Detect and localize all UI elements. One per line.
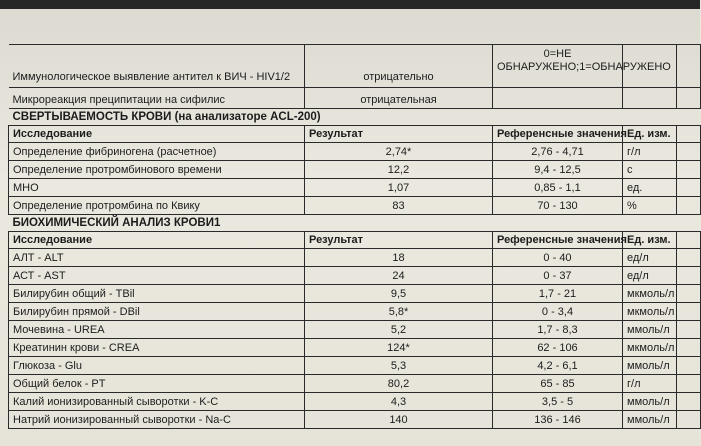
reference-range: 70 - 130 <box>493 197 623 215</box>
test-result: 83 <box>305 197 493 215</box>
reference-range: 65 - 85 <box>493 375 623 393</box>
unit: мкмоль/л <box>623 285 677 303</box>
unit: ммоль/л <box>623 393 677 411</box>
unit: мкмоль/л <box>623 303 677 321</box>
column-header-unit: Ед. изм. <box>623 126 677 143</box>
reference-range: 136 - 146 <box>493 411 623 429</box>
reference-range: 3,5 - 5 <box>493 393 623 411</box>
test-name: Определение протромбинового времени <box>9 161 305 179</box>
table-row <box>9 339 701 357</box>
column-header-reference: Референсные значения <box>493 126 623 143</box>
unit: % <box>623 197 677 215</box>
table-row <box>9 179 701 197</box>
test-name: Определение фибриногена (расчетное) <box>9 143 305 161</box>
test-result: 4,3 <box>305 393 493 411</box>
blank-cell <box>677 411 701 429</box>
blank-cell <box>677 197 701 215</box>
blank-cell <box>677 267 701 285</box>
unit: ед/л <box>623 249 677 267</box>
unit: ммоль/л <box>623 321 677 339</box>
unit: ед/л <box>623 267 677 285</box>
reference-range: 0,85 - 1,1 <box>493 179 623 197</box>
blank-cell <box>677 321 701 339</box>
reference-range: 0=НЕ ОБНАРУЖЕНО;1=ОБНАРУЖЕНО <box>493 45 623 88</box>
reference-range: 0 - 40 <box>493 249 623 267</box>
blank-cell <box>677 339 701 357</box>
unit: с <box>623 161 677 179</box>
test-result: 124* <box>305 339 493 357</box>
column-header-test: Исследование <box>9 232 305 249</box>
blank-cell <box>677 88 701 109</box>
top-dark-edge <box>0 0 700 9</box>
test-result: 18 <box>305 249 493 267</box>
test-name: Калий ионизированный сыворотки - K-C <box>9 393 305 411</box>
test-result: 12,2 <box>305 161 493 179</box>
test-result: 5,2 <box>305 321 493 339</box>
table-row <box>9 393 701 411</box>
reference-range: 62 - 106 <box>493 339 623 357</box>
test-result: 140 <box>305 411 493 429</box>
hiv-row <box>9 45 701 88</box>
unit: ед. <box>623 179 677 197</box>
blank-cell <box>677 126 701 143</box>
blank-cell <box>677 232 701 249</box>
test-name: Натрий ионизированный сыворотки - Na-C <box>9 411 305 429</box>
syphilis-row <box>9 88 701 109</box>
table-row <box>9 321 701 339</box>
unit: ммоль/л <box>623 411 677 429</box>
test-result: 80,2 <box>305 375 493 393</box>
column-header-reference: Референсные значения <box>493 232 623 249</box>
test-name: АСТ - AST <box>9 267 305 285</box>
unit: г/л <box>623 143 677 161</box>
test-result: отрицательно <box>305 45 493 88</box>
blank-cell <box>677 393 701 411</box>
biochemistry-header-row <box>9 232 701 249</box>
test-result: отрицательная <box>305 88 493 109</box>
test-name: Креатинин крови - CREA <box>9 339 305 357</box>
unit: ммоль/л <box>623 357 677 375</box>
column-header-test: Исследование <box>9 126 305 143</box>
blank-cell <box>677 45 701 88</box>
coagulation-section-title-row <box>9 109 701 126</box>
blank-cell <box>677 357 701 375</box>
table-row <box>9 357 701 375</box>
table-row <box>9 303 701 321</box>
blank-cell <box>677 285 701 303</box>
table-row <box>9 267 701 285</box>
unit: мкмоль/л <box>623 339 677 357</box>
blank-cell <box>677 161 701 179</box>
column-header-result: Результат <box>305 126 493 143</box>
test-name: Билирубин общий - TBil <box>9 285 305 303</box>
test-name: Глюкоза - Glu <box>9 357 305 375</box>
table-row <box>9 143 701 161</box>
test-name: Билирубин прямой - DBil <box>9 303 305 321</box>
blank-cell <box>677 249 701 267</box>
reference-range: 2,76 - 4,71 <box>493 143 623 161</box>
test-name: АЛТ - ALT <box>9 249 305 267</box>
table-row <box>9 249 701 267</box>
section-title: СВЕРТЫВАЕМОСТЬ КРОВИ (на анализаторе ACL-200) <box>9 109 701 126</box>
test-name: Мочевина - UREA <box>9 321 305 339</box>
reference-range: 1,7 - 8,3 <box>493 321 623 339</box>
test-result: 5,3 <box>305 357 493 375</box>
reference-range: 0 - 3,4 <box>493 303 623 321</box>
lab-results-table <box>8 44 701 429</box>
table-row <box>9 285 701 303</box>
column-header-unit: Ед. изм. <box>623 232 677 249</box>
section-title: БИОХИМИЧЕСКИЙ АНАЛИЗ КРОВИ1 <box>9 215 701 232</box>
test-name: Иммунологическое выявление антител к ВИЧ - HIV1/2 <box>9 45 305 88</box>
blank-cell <box>677 143 701 161</box>
unit-cell <box>623 88 677 109</box>
coagulation-header-row <box>9 126 701 143</box>
reference-range: 4,2 - 6,1 <box>493 357 623 375</box>
test-result: 9,5 <box>305 285 493 303</box>
table-row <box>9 411 701 429</box>
table-row <box>9 161 701 179</box>
reference-range: 0 - 37 <box>493 267 623 285</box>
biochemistry-section-title-row <box>9 215 701 232</box>
blank-cell <box>677 303 701 321</box>
column-header-result: Результат <box>305 232 493 249</box>
test-name: Общий белок - PT <box>9 375 305 393</box>
table-row <box>9 197 701 215</box>
reference-range: 1,7 - 21 <box>493 285 623 303</box>
lab-report-sheet <box>8 44 700 429</box>
test-result: 2,74* <box>305 143 493 161</box>
test-result: 5,8* <box>305 303 493 321</box>
test-name: Определение протромбина по Квику <box>9 197 305 215</box>
test-name: Микрореакция преципитации на сифилис <box>9 88 305 109</box>
blank-cell <box>677 375 701 393</box>
test-result: 1,07 <box>305 179 493 197</box>
test-result: 24 <box>305 267 493 285</box>
blank-cell <box>677 179 701 197</box>
unit: г/л <box>623 375 677 393</box>
reference-range: 9,4 - 12,5 <box>493 161 623 179</box>
test-name: МНО <box>9 179 305 197</box>
reference-range <box>493 88 623 109</box>
table-row <box>9 375 701 393</box>
